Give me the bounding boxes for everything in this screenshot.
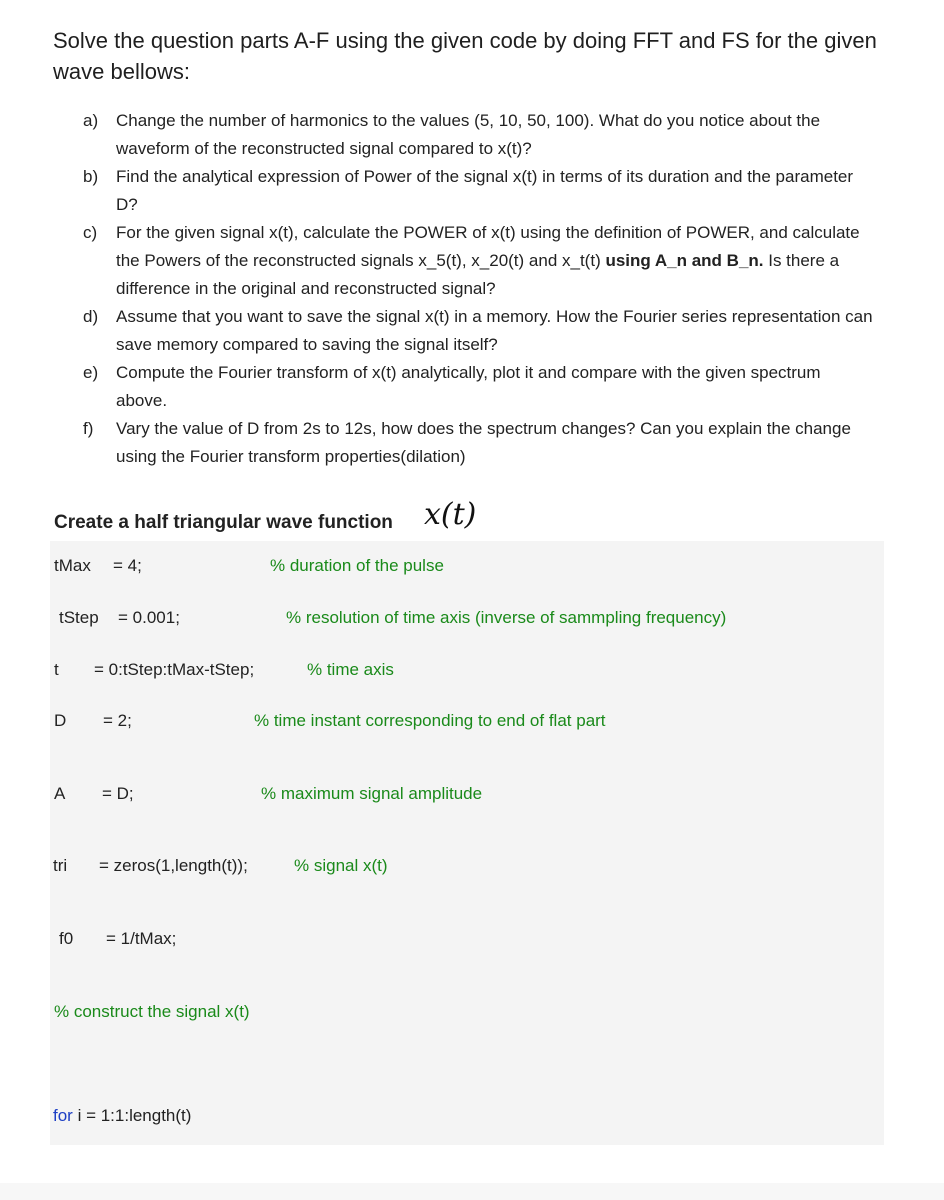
code-var-tmax: tMax	[54, 556, 91, 575]
part-marker: a)	[83, 111, 99, 130]
code-comment-construct: % construct the signal x(t)	[54, 1002, 250, 1021]
question-part-f	[83, 415, 873, 471]
part-text: Find the analytical expression of Power of the signal x(t) in terms of its duration and the parameter D?	[116, 167, 854, 214]
code-comment-d: % time instant corresponding to end of flat part	[254, 711, 606, 730]
code-expr-tstep: = 0.001;	[118, 608, 180, 627]
section-math-xt: x(t)	[424, 497, 477, 532]
part-text-bold: using A_n and B_n.	[605, 251, 764, 270]
code-for-rest: i = 1:1:length(t)	[72, 1106, 192, 1125]
question-part-d	[83, 303, 873, 359]
code-comment-a: % maximum signal amplitude	[261, 784, 483, 803]
part-text: Compute the Fourier transform of x(t) analytically, plot it and compare with the given spectrum above.	[116, 363, 821, 410]
question-intro: Solve the question parts A-F using the given code by doing FFT and FS for the given wave bellows:	[53, 28, 877, 84]
code-comment-tri: % signal x(t)	[294, 856, 388, 875]
code-expr-tri: = zeros(1,length(t));	[99, 856, 248, 875]
part-text: Vary the value of D from 2s to 12s, how does the spectrum changes? Can you explain the change using the Fourier transform properties(dilation)	[116, 419, 851, 466]
part-text-after: Is there a difference in the original and reconstructed signal?	[116, 251, 840, 298]
part-text: For the given signal x(t), calculate the POWER of x(t) using the definition of POWER, and calculate the Powers of the reconstructed signals x_5(t), x_20(t) and x_t(t)	[116, 223, 860, 270]
code-var-d: D	[54, 711, 67, 730]
bottom-strip	[0, 1183, 944, 1200]
part-marker: b)	[83, 167, 99, 186]
part-marker: c)	[83, 223, 98, 242]
code-var-tstep: tStep	[59, 608, 99, 627]
code-block	[50, 541, 884, 1145]
code-comment-t: % time axis	[307, 660, 394, 679]
code-keyword-for: for	[53, 1106, 73, 1125]
question-part-a	[83, 107, 873, 163]
question-part-b	[83, 163, 873, 219]
question-part-e	[83, 359, 873, 415]
part-marker: d)	[83, 307, 99, 326]
section-title: Create a half triangular wave function	[54, 512, 393, 533]
part-text: Change the number of harmonics to the values (5, 10, 50, 100). What do you notice about the waveform of the reconstructed signal compared to x(t)?	[116, 111, 821, 158]
code-var-tri: tri	[53, 856, 68, 875]
part-marker: f)	[83, 419, 94, 438]
code-comment-tmax: % duration of the pulse	[270, 556, 444, 575]
part-text: Assume that you want to save the signal x(t) in a memory. How the Fourier series representation can save memory compared to saving the signal itself?	[116, 307, 873, 354]
code-expr-a: = D;	[102, 784, 134, 803]
code-comment-tstep: % resolution of time axis (inverse of sammpling frequency)	[286, 608, 727, 627]
question-parts-list	[83, 107, 873, 471]
code-expr-t: = 0:tStep:tMax-tStep;	[94, 660, 255, 679]
code-expr-tmax: = 4;	[113, 556, 142, 575]
code-var-f0: f0	[59, 929, 74, 948]
code-expr-f0: = 1/tMax;	[106, 929, 177, 948]
code-var-a: A	[54, 784, 66, 803]
code-expr-d: = 2;	[103, 711, 132, 730]
question-part-c	[83, 219, 873, 303]
code-var-t: t	[54, 660, 59, 679]
code-for-line	[53, 1106, 191, 1126]
part-marker: e)	[83, 363, 99, 382]
